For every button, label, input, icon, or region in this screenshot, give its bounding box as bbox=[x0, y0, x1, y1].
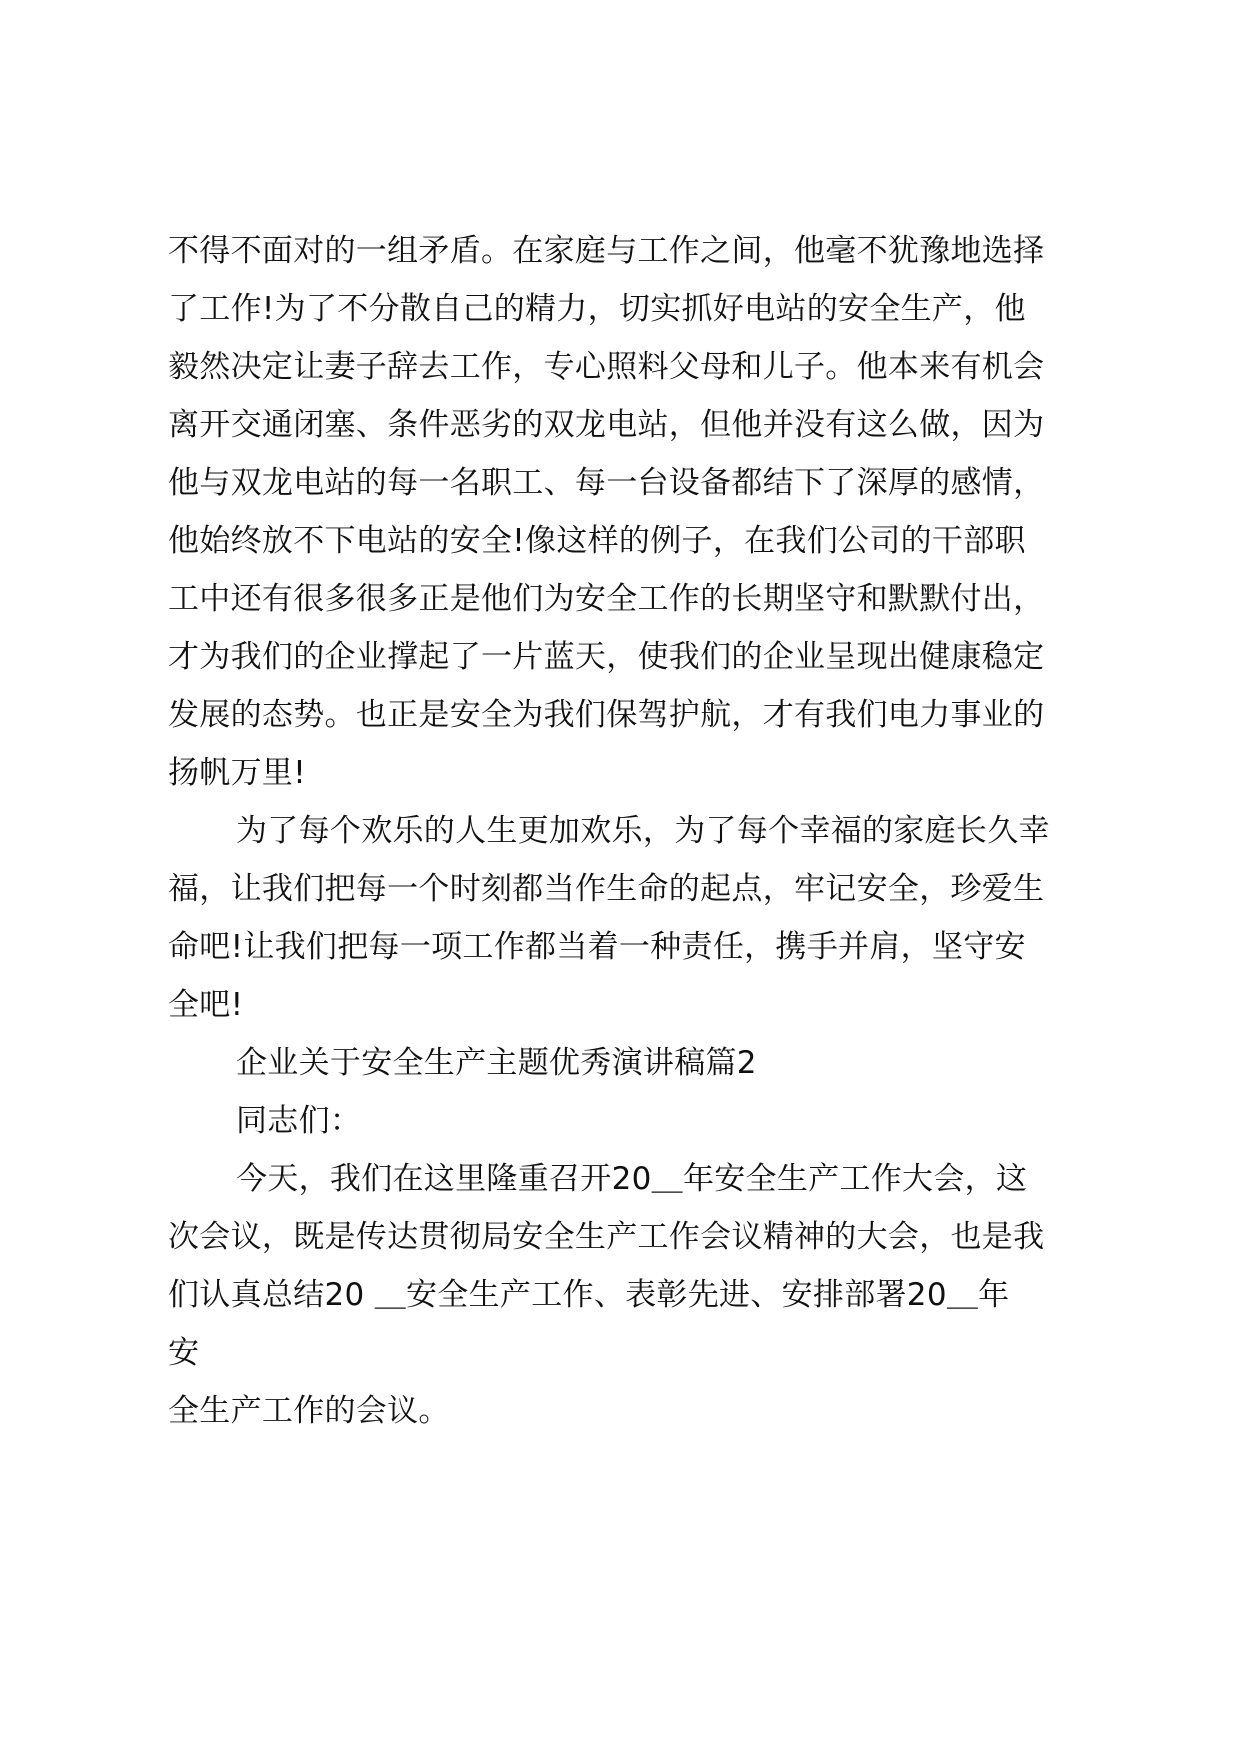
paragraph-line: 扬帆万里! bbox=[168, 755, 306, 791]
paragraph-line: 离开交通闭塞、条件恶劣的双龙电站，但他并没有这么做，因为 bbox=[168, 407, 1045, 443]
paragraph-line: 为了每个欢乐的人生更加欢乐，为了每个幸福的家庭长久幸 bbox=[236, 813, 1050, 849]
paragraph-line: 命吧!让我们把每一项工作都当着一种责任，携手并肩，坚守安 bbox=[168, 929, 1026, 965]
paragraph-line: 毅然决定让妻子辞去工作，专心照料父母和儿子。他本来有机会 bbox=[168, 349, 1045, 385]
paragraph-line: 全生产工作的会议。 bbox=[168, 1393, 450, 1429]
paragraph-line: 他始终放不下电站的安全!像这样的例子，在我们公司的干部职 bbox=[168, 523, 1026, 559]
document-body bbox=[168, 222, 1108, 1440]
paragraph-line: 次会议，既是传达贯彻局安全生产工作会议精神的大会，也是我 bbox=[168, 1219, 1045, 1255]
paragraph-line: 今天，我们在这里隆重召开20＿年安全生产工作大会，这 bbox=[236, 1161, 1028, 1197]
paragraph-line: 他与双龙电站的每一名职工、每一台设备都结下了深厚的感情， bbox=[168, 465, 1045, 501]
paragraph-line: 发展的态势。也正是安全为我们保驾护航，才有我们电力事业的 bbox=[168, 697, 1045, 733]
paragraph-line: 才为我们的企业撑起了一片蓝天，使我们的企业呈现出健康稳定 bbox=[168, 639, 1045, 675]
salutation: 同志们： bbox=[236, 1103, 362, 1139]
paragraph-line: 安 bbox=[168, 1335, 200, 1371]
paragraph-line: 工中还有很多很多正是他们为安全工作的长期坚守和默默付出， bbox=[168, 581, 1045, 617]
section-heading: 企业关于安全生产主题优秀演讲稿篇2 bbox=[236, 1045, 757, 1081]
paragraph-line: 们认真总结20 ＿安全生产工作、表彰先进、安排部署20＿年 bbox=[168, 1277, 1010, 1313]
paragraph-line: 全吧! bbox=[168, 987, 244, 1023]
paragraph-line: 了工作!为了不分散自己的精力，切实抓好电站的安全生产，他 bbox=[168, 291, 1026, 327]
paragraph-line: 不得不面对的一组矛盾。在家庭与工作之间，他毫不犹豫地选择 bbox=[168, 233, 1045, 269]
paragraph-line: 福，让我们把每一个时刻都当作生命的起点，牢记安全，珍爱生 bbox=[168, 871, 1045, 907]
